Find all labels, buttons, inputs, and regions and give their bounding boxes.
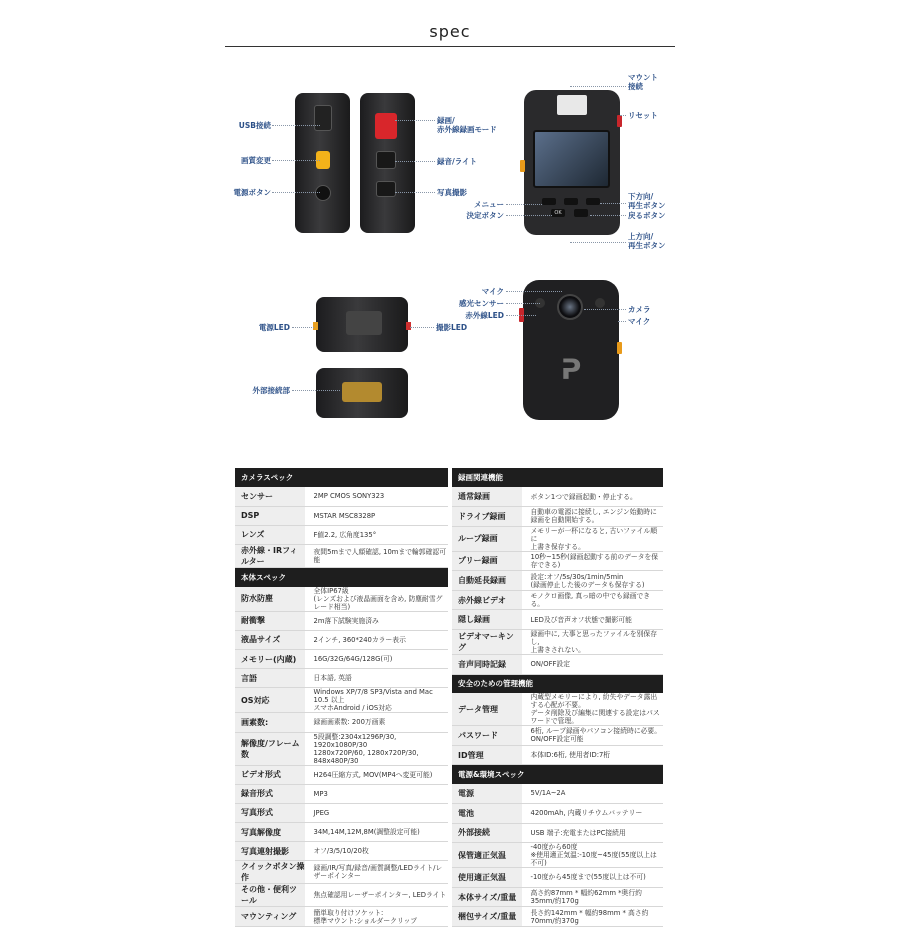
spec-value: Windows XP/7/8 SP3/Vista and Mac 10.5 以上 スマホAndroid / iOS対応 bbox=[305, 688, 448, 713]
spec-key: マウンティング bbox=[235, 907, 305, 926]
spec-key: パスワード bbox=[452, 726, 522, 746]
table-section-header bbox=[235, 568, 448, 587]
spec-key: 液晶サイズ bbox=[235, 630, 305, 649]
table-row bbox=[235, 649, 448, 668]
spec-key: データ管理 bbox=[452, 693, 522, 726]
spec-key: クイックボタン操作 bbox=[235, 861, 305, 884]
spec-value: 録画中に, 大事と思ったファイルを別保存し, 上書きされない。 bbox=[522, 630, 663, 655]
table-section-header bbox=[452, 468, 663, 487]
table-row bbox=[452, 507, 663, 527]
table-row bbox=[235, 784, 448, 803]
spec-value: LED及び音声オフ状態で撮影可能 bbox=[522, 610, 663, 630]
leader-light-sensor bbox=[506, 303, 540, 304]
spec-key: 防水防塵 bbox=[235, 587, 305, 612]
front-orange-button bbox=[617, 342, 622, 354]
table-row bbox=[235, 611, 448, 630]
callout-usb: USB接続 bbox=[238, 121, 271, 130]
table-row bbox=[452, 571, 663, 591]
table-row bbox=[452, 843, 663, 868]
callout-photo: 写真撮影 bbox=[437, 188, 467, 197]
spec-value: 録画/IR/写真/録音/画質調整/LEDライト/レザーポインター bbox=[305, 861, 448, 884]
leader-image-change bbox=[272, 160, 320, 161]
table-row bbox=[452, 868, 663, 888]
spec-key: 録音形式 bbox=[235, 784, 305, 803]
table-row bbox=[235, 765, 448, 784]
table-row bbox=[235, 688, 448, 713]
callout-camera: カメラ bbox=[628, 305, 651, 314]
table-row bbox=[235, 587, 448, 612]
spec-key: 音声同時記録 bbox=[452, 655, 522, 675]
callout-rec-led: 撮影LED bbox=[436, 323, 468, 332]
section-title: 安全のための管理機能 bbox=[452, 674, 663, 693]
rec-led-dot bbox=[406, 322, 411, 330]
section-title: 電源&環境スペック bbox=[452, 765, 663, 784]
spec-key: メモリー(内蔵) bbox=[235, 649, 305, 668]
table-row bbox=[452, 630, 663, 655]
leader-camera bbox=[584, 309, 626, 310]
back-button bbox=[574, 209, 588, 217]
spec-value: 録画画素数: 200万画素 bbox=[305, 713, 448, 732]
callout-mount: マウント 接続 bbox=[628, 73, 658, 91]
table-row bbox=[235, 842, 448, 861]
spec-key: センサー bbox=[235, 487, 305, 506]
table-row bbox=[235, 803, 448, 822]
spec-value: -10度から45度まで(55度以上は不可) bbox=[522, 868, 663, 888]
spec-key: ビデオマーキング bbox=[452, 630, 522, 655]
callout-ok: 決定ボタン bbox=[466, 211, 504, 220]
device-back-image bbox=[524, 90, 620, 235]
spec-value: 長さ約142mm * 幅約98mm * 高さ約70mm/約370g bbox=[522, 907, 663, 927]
table-row bbox=[452, 887, 663, 907]
spec-key: 画素数: bbox=[235, 713, 305, 732]
leader-mic-right bbox=[618, 321, 626, 322]
callout-back: 戻るボタン bbox=[628, 211, 666, 220]
leader-audio-light bbox=[395, 161, 435, 162]
spec-key: 保管適正気温 bbox=[452, 843, 522, 868]
table-row bbox=[452, 551, 663, 571]
right-spec-table bbox=[452, 468, 663, 927]
spec-value: H264圧縮方式, MOV(MP4へ変更可能) bbox=[305, 765, 448, 784]
leader-rec-led bbox=[410, 327, 434, 328]
left-spec-table bbox=[235, 468, 448, 927]
leader-mount bbox=[570, 86, 626, 87]
spec-value: ボタン1つで録画起動・停止する。 bbox=[522, 487, 663, 507]
table-row bbox=[452, 803, 663, 823]
audio-button bbox=[376, 151, 396, 169]
callout-reset: リセット bbox=[628, 111, 658, 120]
leader-reset bbox=[620, 115, 626, 116]
table-row bbox=[235, 487, 448, 506]
table-row bbox=[235, 525, 448, 544]
spec-key: 赤外線ビデオ bbox=[452, 590, 522, 610]
table-row bbox=[452, 610, 663, 630]
table-row bbox=[452, 693, 663, 726]
spec-value: 設定:オフ/5s/30s/1min/5min (録画停止した後のデータも保存する) bbox=[522, 571, 663, 591]
table-row bbox=[452, 745, 663, 765]
spec-value: モノクロ画像, 真っ暗の中でも録画できる。 bbox=[522, 590, 663, 610]
device-screen bbox=[533, 130, 610, 188]
spec-value: 簡単取り付けソケット: 標準マウント:ショルダークリップ bbox=[305, 907, 448, 926]
device-side-left-image bbox=[295, 93, 350, 233]
device-top-image bbox=[316, 297, 408, 352]
table-row bbox=[452, 784, 663, 804]
spec-value: 日本語, 英語 bbox=[305, 669, 448, 688]
leader-power-led bbox=[292, 327, 314, 328]
screen-button-menu bbox=[542, 198, 556, 205]
spec-value: 4200mAh, 内蔵リチウムバッテリー bbox=[522, 803, 663, 823]
spec-value: USB 端子:充電またはPC接続用 bbox=[522, 823, 663, 843]
top-window bbox=[346, 311, 382, 335]
callout-menu: メニュー bbox=[474, 200, 504, 209]
spec-key: ID管理 bbox=[452, 745, 522, 765]
table-row bbox=[452, 726, 663, 746]
table-row bbox=[235, 713, 448, 732]
leader-photo bbox=[395, 192, 435, 193]
spec-value: オフ/3/5/10/20枚 bbox=[305, 842, 448, 861]
table-row bbox=[235, 884, 448, 907]
side-red-button bbox=[617, 115, 622, 127]
spec-value: 2インチ, 360*240カラー表示 bbox=[305, 630, 448, 649]
table-row bbox=[235, 907, 448, 926]
spec-key: 解像度/フレーム数 bbox=[235, 732, 305, 765]
leader-power-button bbox=[272, 192, 320, 193]
device-bottom-image bbox=[316, 368, 408, 418]
table-row bbox=[452, 487, 663, 507]
leader-ext-port bbox=[292, 390, 340, 391]
spec-key: OS対応 bbox=[235, 688, 305, 713]
spec-key: 写真形式 bbox=[235, 803, 305, 822]
spec-key: DSP bbox=[235, 506, 305, 525]
side-orange-button bbox=[520, 160, 525, 172]
spec-value: 本体ID:6桁, 使用者ID:7桁 bbox=[522, 745, 663, 765]
table-row bbox=[235, 732, 448, 765]
callout-audio-light: 録音/ライト bbox=[437, 157, 478, 166]
section-title: 本体スペック bbox=[235, 568, 448, 587]
power-led-dot bbox=[313, 322, 318, 330]
spec-key: 自動延長録画 bbox=[452, 571, 522, 591]
power-button-icon bbox=[315, 185, 331, 201]
callout-down-play: 下方向/ 再生ボタン bbox=[628, 192, 666, 210]
leader-back bbox=[590, 215, 626, 216]
table-section-header bbox=[452, 765, 663, 784]
callout-power-button: 電源ボタン bbox=[233, 188, 271, 197]
spec-value: 夜間5mまで人顔確認, 10mまで輪郭確認可能 bbox=[305, 545, 448, 568]
spec-key: 梱包サイズ/重量 bbox=[452, 907, 522, 927]
spec-value: 6桁, ループ録画やパソコン接続時に必要。 ON/OFF設定可能 bbox=[522, 726, 663, 746]
spec-key: その他・便利ツール bbox=[235, 884, 305, 907]
spec-key: 写真連射撮影 bbox=[235, 842, 305, 861]
spec-value: 高さ約87mm * 幅約62mm *奥行約35mm/約170g bbox=[522, 887, 663, 907]
camera-lens bbox=[557, 294, 583, 320]
spec-key: 言語 bbox=[235, 669, 305, 688]
table-row bbox=[452, 907, 663, 927]
spec-value: 34M,14M,12M,8M(調整設定可能) bbox=[305, 823, 448, 842]
table-row bbox=[452, 526, 663, 551]
record-button bbox=[375, 113, 397, 139]
camera-button-icon bbox=[376, 181, 396, 197]
spec-value: 5V/1A~2A bbox=[522, 784, 663, 804]
spec-key: 電池 bbox=[452, 803, 522, 823]
spec-value: JPEG bbox=[305, 803, 448, 822]
spec-key: 赤外線・IRフィルター bbox=[235, 545, 305, 568]
ir-led-right bbox=[595, 298, 605, 308]
callout-mic-top: マイク bbox=[481, 287, 504, 296]
spec-value: MP3 bbox=[305, 784, 448, 803]
table-section-header bbox=[235, 468, 448, 487]
spec-key: 耐衝撃 bbox=[235, 611, 305, 630]
table-row bbox=[235, 545, 448, 568]
spec-value: 焦点確認用レーザーポインター, LEDライト bbox=[305, 884, 448, 907]
device-side-right-image bbox=[360, 93, 415, 233]
table-row bbox=[452, 590, 663, 610]
ok-button: OK bbox=[551, 209, 565, 217]
spec-key: レンズ bbox=[235, 525, 305, 544]
front-logo: ᕈ bbox=[560, 353, 582, 386]
title-divider bbox=[225, 46, 675, 47]
spec-value: 5段調整:2304x1296P/30, 1920x1080P/30 1280x720P/60, 1280x720P/30, 848x480P/30 bbox=[305, 732, 448, 765]
callout-image-change: 画質変更 bbox=[241, 156, 271, 165]
spec-value: 全体IP67級 (レンズおよび液晶画面を含め, 防塵耐雪グレード相当) bbox=[305, 587, 448, 612]
spec-value: ON/OFF設定 bbox=[522, 655, 663, 675]
usb-cover bbox=[314, 105, 332, 131]
spec-value: 2m落下試験実施済み bbox=[305, 611, 448, 630]
spec-value: 16G/32G/64G/128G(可) bbox=[305, 649, 448, 668]
spec-key: 外部接続 bbox=[452, 823, 522, 843]
callout-up-play: 上方向/ 再生ボタン bbox=[628, 232, 666, 250]
spec-key: 写真解像度 bbox=[235, 823, 305, 842]
table-row bbox=[235, 861, 448, 884]
section-title: 録画関連機能 bbox=[452, 468, 663, 487]
leader-record-ir bbox=[395, 120, 435, 121]
callout-mic-right: マイク bbox=[628, 317, 651, 326]
spec-key: ループ録画 bbox=[452, 526, 522, 551]
leader-mic-top bbox=[506, 291, 562, 292]
mount-clip bbox=[557, 95, 587, 115]
spec-value: 自動車の電源に接続し, エンジン始動時に 録画を自動開始する。 bbox=[522, 507, 663, 527]
section-title: カメラスペック bbox=[235, 468, 448, 487]
table-row bbox=[235, 669, 448, 688]
spec-value: 2MP CMOS SONY323 bbox=[305, 487, 448, 506]
screen-button-down bbox=[586, 198, 600, 205]
spec-value: -40度から60度 ※使用適正気温:-10度~45度(55度以上は不可) bbox=[522, 843, 663, 868]
table-row bbox=[235, 630, 448, 649]
spec-value: 内蔵型メモリーにより, 紛失やデータ露出する心配が不要。 データ削除及び編集に関連する設定はパスワードで管理。 bbox=[522, 693, 663, 726]
leader-menu bbox=[506, 204, 542, 205]
spec-value: 10秒~15秒(録画起動する前のデータを保存できる) bbox=[522, 551, 663, 571]
spec-key: プリー録画 bbox=[452, 551, 522, 571]
table-row bbox=[235, 506, 448, 525]
external-port bbox=[342, 382, 382, 402]
spec-key: 通常録画 bbox=[452, 487, 522, 507]
table-section-header bbox=[452, 674, 663, 693]
device-front-image bbox=[523, 280, 619, 420]
leader-ok bbox=[506, 215, 552, 216]
leader-down-play bbox=[600, 203, 626, 204]
spec-key: ビデオ形式 bbox=[235, 765, 305, 784]
callout-power-led: 電源LED bbox=[258, 323, 290, 332]
spec-value: F値2.2, 広角度135° bbox=[305, 525, 448, 544]
table-row bbox=[235, 823, 448, 842]
page-title: spec bbox=[429, 22, 471, 41]
spec-key: 使用適正気温 bbox=[452, 868, 522, 888]
callout-ext-port: 外部接続部 bbox=[252, 386, 290, 395]
table-row bbox=[452, 655, 663, 675]
table-row bbox=[452, 823, 663, 843]
callout-light-sensor: 感光センサー bbox=[459, 299, 504, 308]
callout-record-ir: 録画/ 赤外線録画モード bbox=[437, 116, 497, 134]
leader-ir-led bbox=[506, 315, 536, 316]
spec-value: MSTAR MSC8328P bbox=[305, 506, 448, 525]
leader-up-play bbox=[570, 242, 626, 243]
spec-value: メモリーが一杯になると, 古いファイル順に 上書き保存する。 bbox=[522, 526, 663, 551]
screen-button-up bbox=[564, 198, 578, 205]
spec-key: 隠し録画 bbox=[452, 610, 522, 630]
spec-key: 本体サイズ/重量 bbox=[452, 887, 522, 907]
leader-usb bbox=[272, 125, 320, 126]
callout-ir-led: 赤外線LED bbox=[465, 311, 504, 320]
spec-key: 電源 bbox=[452, 784, 522, 804]
spec-key: ドライブ録画 bbox=[452, 507, 522, 527]
